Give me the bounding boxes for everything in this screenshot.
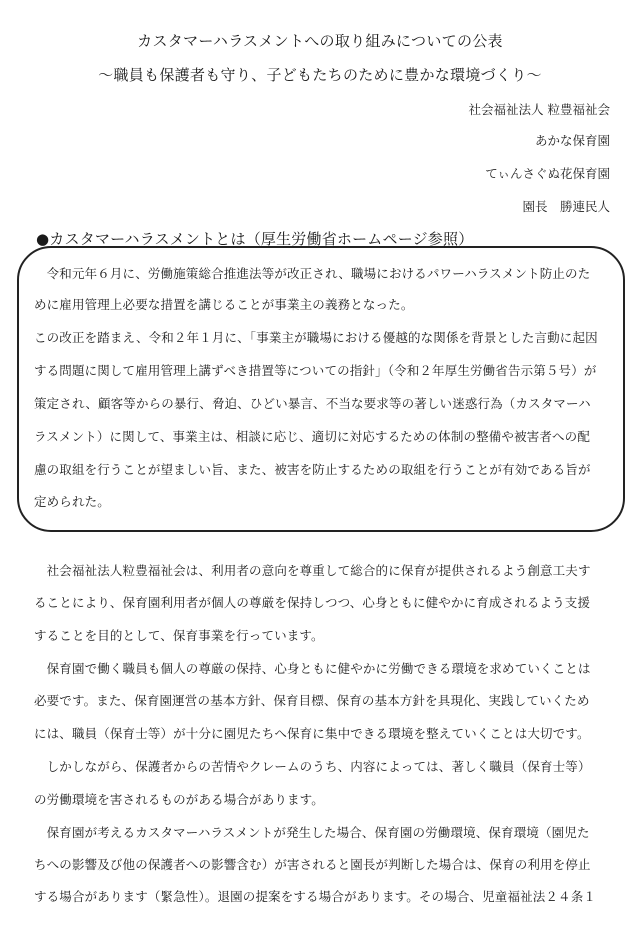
section-heading: ●カスタマーハラスメントとは（厚生労働省ホームページ参照）: [36, 230, 474, 248]
body-line: することを目的として、保育事業を行っています。: [34, 628, 324, 643]
body-line: しかしながら、保護者からの苦情やクレームのうち、内容によっては、著しく職員（保育士等）: [34, 759, 591, 774]
body-line: 保育園で働く職員も個人の尊厳の保持、心身ともに健やかに労働できる環境を求めていくことは: [34, 661, 591, 676]
body-line: 社会福祉法人粒豊福祉会は、利用者の意向を尊重して総合的に保育が提供されるよう創意工夫す: [34, 563, 591, 578]
box-line: この改正を踏まえ、令和２年１月に、「事業主が職場における優越的な関係を背景とした言動に起因: [34, 330, 598, 345]
box-line: 定められた。: [34, 494, 110, 509]
box-line: ラスメント）に関して、事業主は、相談に応じ、適切に対応するための体制の整備や被害者への配: [34, 429, 590, 444]
body-line: する場合があります（緊急性）。退園の提案をする場合があります。その場合、児童福祉法２４条１: [34, 889, 597, 904]
body-line: ちへの影響及び他の保護者への影響含む）が害されると園長が判断した場合は、保育の利用を停止: [34, 857, 591, 872]
box-line: めに雇用管理上必要な措置を講じることが事業主の義務となった。: [34, 297, 414, 312]
issuer-director: 園長 勝連民人: [522, 199, 610, 214]
definition-box: [17, 246, 625, 532]
body-line: の労働環境を害されるものがある場合があります。: [34, 792, 324, 807]
document-title: カスタマーハラスメントへの取り組みについての公表: [137, 32, 503, 50]
box-line: 令和元年６月に、労働施策総合推進法等が改正され、職場におけるパワーハラスメント防止のた: [34, 266, 591, 281]
box-line: する問題に関して雇用管理上講ずべき措置等についての指針」（令和２年厚生労働省告示第５号）が: [34, 363, 597, 378]
issuer-nursery-1: あかな保育園: [534, 133, 610, 148]
document-subtitle: ～職員も保護者も守り、子どもたちのために豊かな環境づくり～: [98, 66, 542, 84]
box-line: 慮の取組を行うことが望ましい旨、また、被害を防止するための取組を行うことが有効である旨が: [34, 462, 591, 477]
body-line: には、職員（保育士等）が十分に園児たちへ保育に集中できる環境を整えていくことは大切です。: [34, 726, 590, 741]
body-line: ることにより、保育園利用者が個人の尊厳を保持しつつ、心身ともに健やかに育成されるよう支援: [34, 595, 591, 610]
body-line: 必要です。また、保育園運営の基本方針、保育目標、保育の基本方針を具現化、実践していくため: [34, 693, 590, 708]
issuer-corporation: 社会福祉法人 粒豊福祉会: [468, 102, 610, 117]
issuer-nursery-2: てぃんさぐぬ花保育園: [485, 166, 610, 181]
box-line: 策定され、顧客等からの暴行、脅迫、ひどい暴言、不当な要求等の著しい迷惑行為（カスタマーハ: [34, 396, 591, 411]
body-line: 保育園が考えるカスタマーハラスメントが発生した場合、保育園の労働環境、保育環境（園児た: [34, 825, 590, 840]
